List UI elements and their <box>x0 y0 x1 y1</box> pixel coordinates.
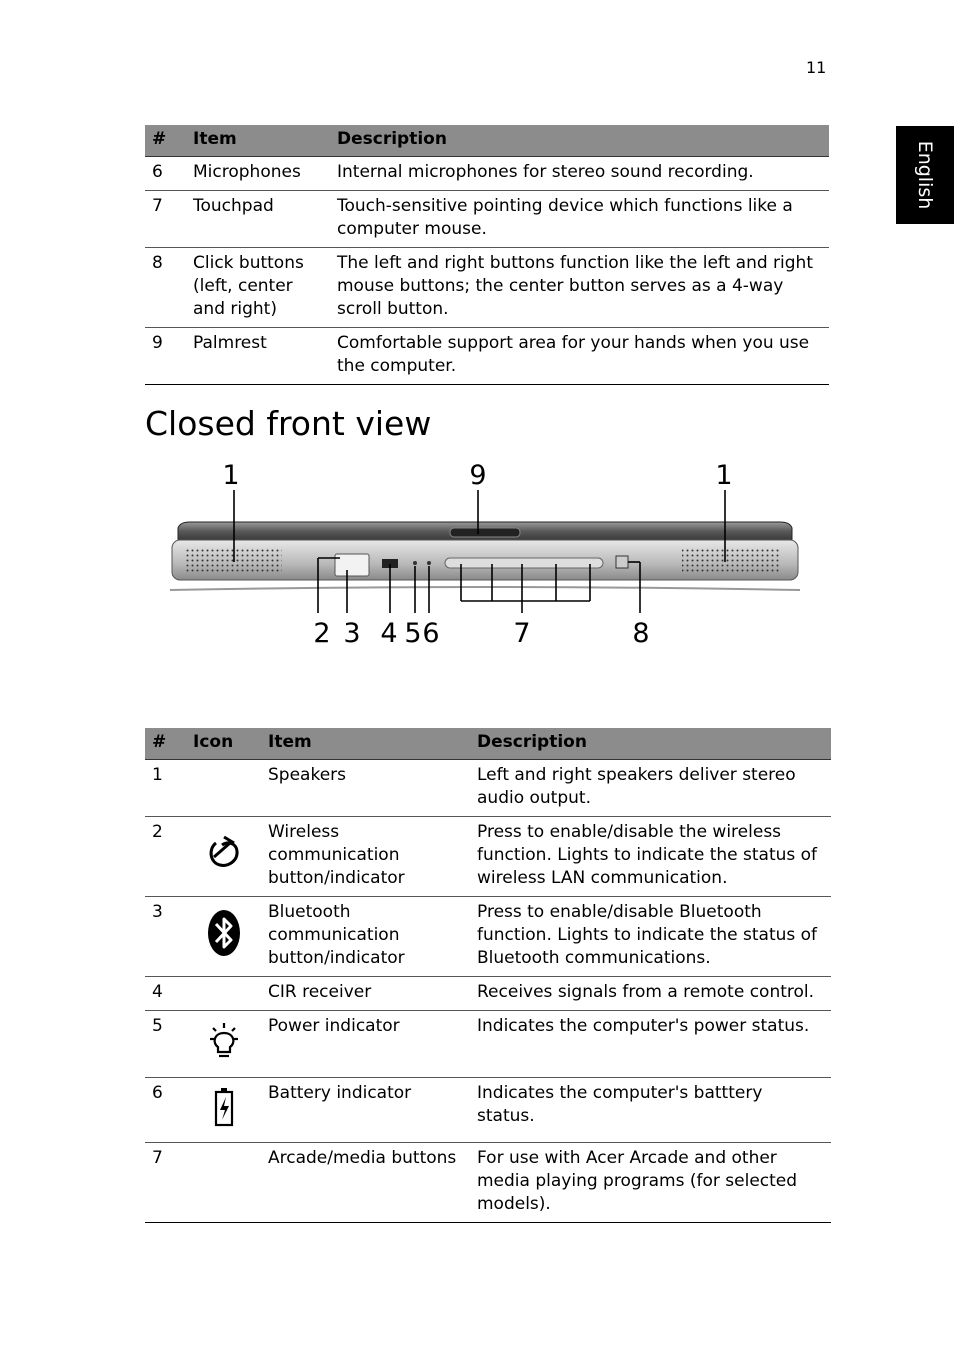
table-row <box>145 1011 831 1078</box>
cell-icon <box>186 1011 261 1078</box>
cell-description: Indicates the computer's power status. <box>470 1011 831 1078</box>
cell-item: CIR receiver <box>261 977 470 1011</box>
power-indicator-icon <box>206 1021 242 1061</box>
callout-label: 6 <box>422 618 440 649</box>
table-front-items <box>145 728 831 1223</box>
table-row <box>145 328 829 385</box>
cell-num: 7 <box>145 191 186 248</box>
section-title: Closed front view <box>145 404 432 443</box>
cell-num: 3 <box>145 897 186 977</box>
cell-description: The left and right buttons function like the left and right mouse buttons; the center button serves as a 4-way scroll button. <box>330 248 829 328</box>
cell-description: Receives signals from a remote control. <box>470 977 831 1011</box>
callout-label: 3 <box>343 618 361 649</box>
cell-num: 2 <box>145 817 186 897</box>
col-header-description: Description <box>330 125 829 157</box>
table-row <box>145 1143 831 1223</box>
cell-item: Arcade/media buttons <box>261 1143 470 1223</box>
callout-label: 8 <box>632 618 650 649</box>
bluetooth-icon <box>204 908 244 958</box>
cell-icon <box>186 817 261 897</box>
cell-num: 6 <box>145 1078 186 1143</box>
cell-item: Wireless communication button/indicator <box>261 817 470 897</box>
language-tab <box>896 126 954 224</box>
cell-icon <box>186 1078 261 1143</box>
cell-icon <box>186 977 261 1011</box>
cell-description: Internal microphones for stereo sound recording. <box>330 157 829 191</box>
cell-num: 8 <box>145 248 186 328</box>
table-header-row <box>145 125 829 157</box>
callout-label: 7 <box>513 618 531 649</box>
cell-item: Touchpad <box>186 191 330 248</box>
closed-front-view-figure <box>160 458 810 658</box>
table-row <box>145 157 829 191</box>
callout-label: 2 <box>313 618 331 649</box>
callout-label: 1 <box>715 460 733 491</box>
cell-icon <box>186 760 261 817</box>
page-number: 11 <box>806 58 827 77</box>
cell-description: Comfortable support area for your hands when you use the computer. <box>330 328 829 385</box>
col-header-num: # <box>145 125 186 157</box>
table-row <box>145 248 829 328</box>
cell-num: 6 <box>145 157 186 191</box>
cell-item: Bluetooth communication button/indicator <box>261 897 470 977</box>
cell-icon <box>186 1143 261 1223</box>
cell-item: Power indicator <box>261 1011 470 1078</box>
language-tab-label: English <box>914 140 936 210</box>
cell-item: Palmrest <box>186 328 330 385</box>
cell-item: Battery indicator <box>261 1078 470 1143</box>
callout-label: 1 <box>222 460 240 491</box>
cell-num: 4 <box>145 977 186 1011</box>
col-header-icon: Icon <box>186 728 261 760</box>
cell-description: Indicates the computer's batttery status. <box>470 1078 831 1143</box>
cell-num: 7 <box>145 1143 186 1223</box>
cell-description: Left and right speakers deliver stereo audio output. <box>470 760 831 817</box>
cell-icon <box>186 897 261 977</box>
cell-num: 5 <box>145 1011 186 1078</box>
cell-item: Click buttons (left, center and right) <box>186 248 330 328</box>
table-header-row <box>145 728 831 760</box>
cell-description: For use with Acer Arcade and other media playing programs (for selected models). <box>470 1143 831 1223</box>
col-header-item: Item <box>186 125 330 157</box>
table-rear-items <box>145 125 829 385</box>
col-header-num: # <box>145 728 186 760</box>
table-row <box>145 1078 831 1143</box>
cell-item: Microphones <box>186 157 330 191</box>
table-row <box>145 897 831 977</box>
wireless-icon <box>204 833 244 873</box>
table-row <box>145 977 831 1011</box>
table-row <box>145 817 831 897</box>
cell-item: Speakers <box>261 760 470 817</box>
col-header-item: Item <box>261 728 470 760</box>
callout-label: 9 <box>469 460 487 491</box>
callout-label: 5 <box>404 618 422 649</box>
callout-label: 4 <box>380 618 398 649</box>
cell-description: Touch-sensitive pointing device which functions like a computer mouse. <box>330 191 829 248</box>
col-header-description: Description <box>470 728 831 760</box>
battery-icon <box>212 1086 236 1128</box>
cell-num: 1 <box>145 760 186 817</box>
cell-description: Press to enable/disable the wireless function. Lights to indicate the status of wireless LAN communication. <box>470 817 831 897</box>
cell-description: Press to enable/disable Bluetooth function. Lights to indicate the status of Bluetooth communications. <box>470 897 831 977</box>
cell-num: 9 <box>145 328 186 385</box>
table-row <box>145 760 831 817</box>
table-row <box>145 191 829 248</box>
